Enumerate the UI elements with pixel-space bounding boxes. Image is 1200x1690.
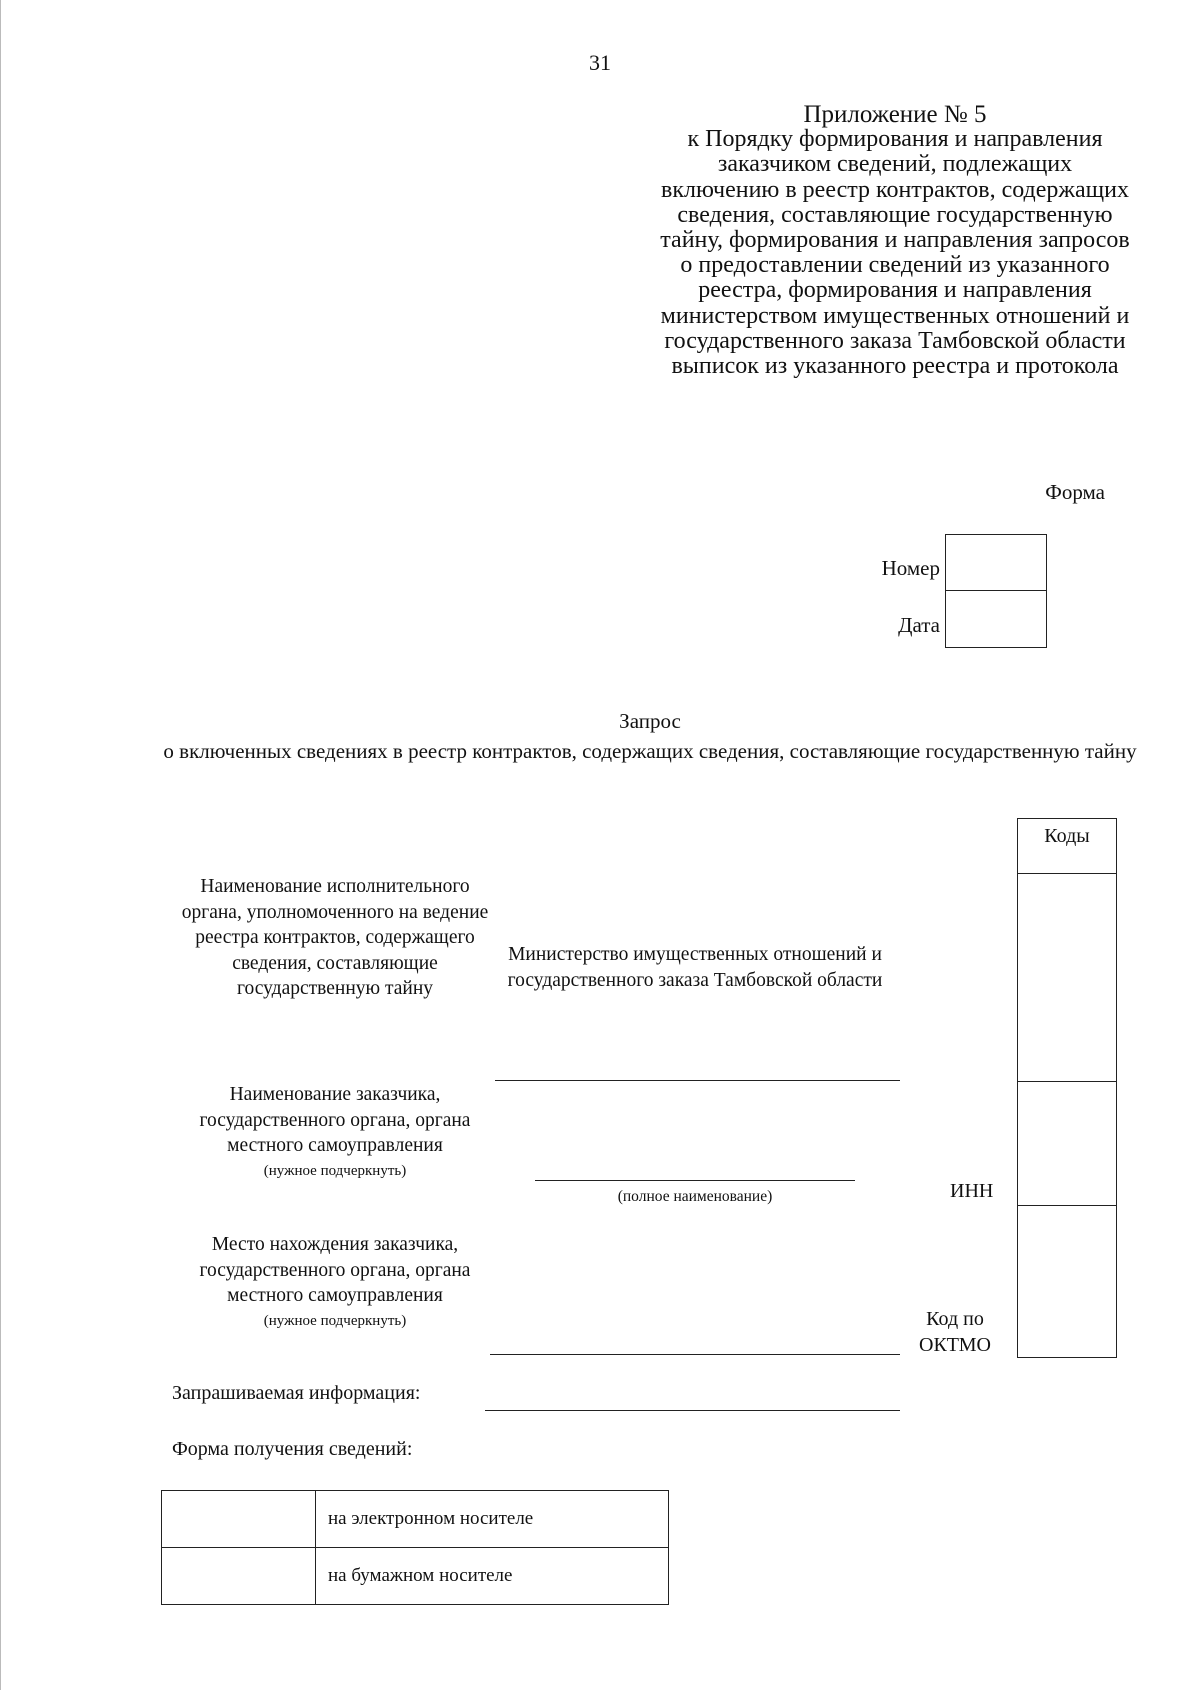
customer-label: Наименование заказчика, государственного органа, органа местного самоуправления [199,1084,471,1156]
option-electronic: на электронном носителе [316,1491,669,1548]
page-number: 31 [589,50,611,75]
request-subtitle: о включенных сведениях в реестр контрактов, содержащих сведения, составляющие государственную тайну [163,739,1137,763]
number-label: Номер [881,556,940,580]
customer-note: (нужное подчеркнуть) [263,1162,407,1179]
codes-box [1017,818,1117,1358]
requested-info-field[interactable] [485,1410,900,1411]
exec-body-value: Министерство имущественных отношений и государственного заказа Тамбовской области [507,944,883,991]
date-field[interactable] [946,591,1046,647]
customer-label-block [180,1082,490,1184]
receive-option-row [162,1548,669,1605]
appendix-block [660,102,1130,379]
appendix-title: Приложение № 5 [803,101,987,128]
oktmo-label: Код по ОКТМО [919,1308,991,1356]
page-edge [0,0,1,1690]
number-date-labels [800,540,940,654]
location-label: Место нахождения заказчика, государственного органа, органа местного самоуправления [199,1234,471,1306]
exec-body-label: Наименование исполнительного органа, уполномоченного на ведение реестра контрактов, содержащего сведения, составляющие государственную тайну [181,876,489,999]
number-field[interactable] [946,535,1046,591]
codes-exec-cell[interactable] [1018,874,1116,1082]
date-label: Дата [898,613,940,637]
requested-info-label: Запрашиваемая информация: [172,1382,421,1404]
request-heading [150,706,1150,766]
form-label: Форма [1045,480,1105,504]
full-name-caption: (полное наименование) [617,1188,773,1205]
receive-option-row [162,1491,669,1548]
appendix-text: к Порядку формирования и направления заказчиком сведений, подлежащих включению в реестр контрактов, содержащих сведения, составляющие государственную тайну, формирования и направления запросов о предоставлении сведений из указанного реестра, формирования и направления министерством имущественных отношений и государственного заказа Тамбовской области выписок из указанного реестра и протокола [660,126,1130,380]
receive-form-label: Форма получения сведений: [172,1438,413,1460]
inn-label: ИНН [950,1180,994,1202]
location-field[interactable] [490,1354,900,1355]
exec-body-line [495,1080,900,1081]
inn-field[interactable] [1018,1082,1116,1206]
number-date-box [945,534,1047,648]
option-paper: на бумажном носителе [316,1548,669,1605]
customer-name-field[interactable] [535,1180,855,1181]
codes-header: Коды [1018,819,1116,874]
location-note: (нужное подчеркнуть) [263,1312,407,1329]
receive-options-table [161,1490,669,1605]
option-checkbox-paper[interactable] [162,1548,316,1605]
location-label-block [175,1232,495,1334]
option-checkbox-electronic[interactable] [162,1491,316,1548]
request-title: Запрос [619,709,681,733]
